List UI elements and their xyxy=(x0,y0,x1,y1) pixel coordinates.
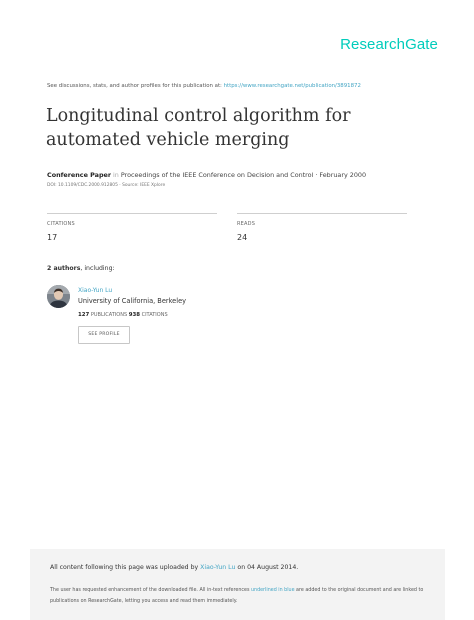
author-avatar[interactable] xyxy=(47,285,70,308)
author-citations-count: 938 xyxy=(128,312,140,318)
authors-suffix: , including: xyxy=(80,265,115,272)
citations-divider xyxy=(47,213,217,214)
avatar-photo-icon xyxy=(47,285,70,308)
doi-line: DOI: 10.1109/CDC.2000.912805 · Source: IEEE Xplore xyxy=(47,183,166,188)
upload-prefix: All content following this page was uploaded by xyxy=(50,564,201,571)
upload-suffix: on 04 August 2014. xyxy=(235,564,299,571)
upload-notice xyxy=(50,564,298,571)
note-suffix: are added to the original document and are linked to publications on ResearchGate, letting you access and read them immediately. xyxy=(50,588,424,604)
author-publications-label: PUBLICATIONS xyxy=(90,312,128,318)
publication-venue: Proceedings of the IEEE Conference on Decision and Control · February 2000 xyxy=(120,171,367,179)
citations-label: CITATIONS xyxy=(47,221,75,227)
reads-label: READS xyxy=(237,221,256,227)
uploader-link[interactable]: Xiao-Yun Lu xyxy=(200,564,236,571)
in-word: in xyxy=(113,171,119,179)
enhancement-note xyxy=(50,585,430,607)
publication-title: Longitudinal control algorithm for automated vehicle merging xyxy=(46,106,351,150)
underlined-in-blue-link[interactable]: underlined in blue xyxy=(250,588,295,593)
discussion-line xyxy=(47,83,457,89)
reads-divider xyxy=(237,213,407,214)
author-citations-label: CITATIONS xyxy=(141,312,168,318)
author-publications-count: 127 xyxy=(78,312,90,318)
reads-value: 24 xyxy=(237,233,248,242)
note-prefix: The user has requested enhancement of the downloaded file. All in-text references xyxy=(50,588,251,593)
see-profile-button[interactable]: SEE PROFILE xyxy=(78,326,130,344)
authors-heading xyxy=(47,265,115,272)
author-stats xyxy=(78,312,168,318)
author-name-link[interactable]: Xiao-Yun Lu xyxy=(78,287,113,294)
publication-meta xyxy=(47,171,457,179)
authors-count: 2 authors xyxy=(47,265,81,272)
author-affiliation: University of California, Berkeley xyxy=(78,297,187,305)
publication-type: Conference Paper xyxy=(47,171,112,179)
footer-panel xyxy=(30,549,445,620)
researchgate-logo[interactable]: ResearchGate xyxy=(340,36,438,53)
discussion-text: See discussions, stats, and author profiles for this publication at: xyxy=(47,83,224,89)
citations-value: 17 xyxy=(47,233,58,242)
publication-url-link[interactable]: https://www.researchgate.net/publication/3891872 xyxy=(223,83,361,89)
